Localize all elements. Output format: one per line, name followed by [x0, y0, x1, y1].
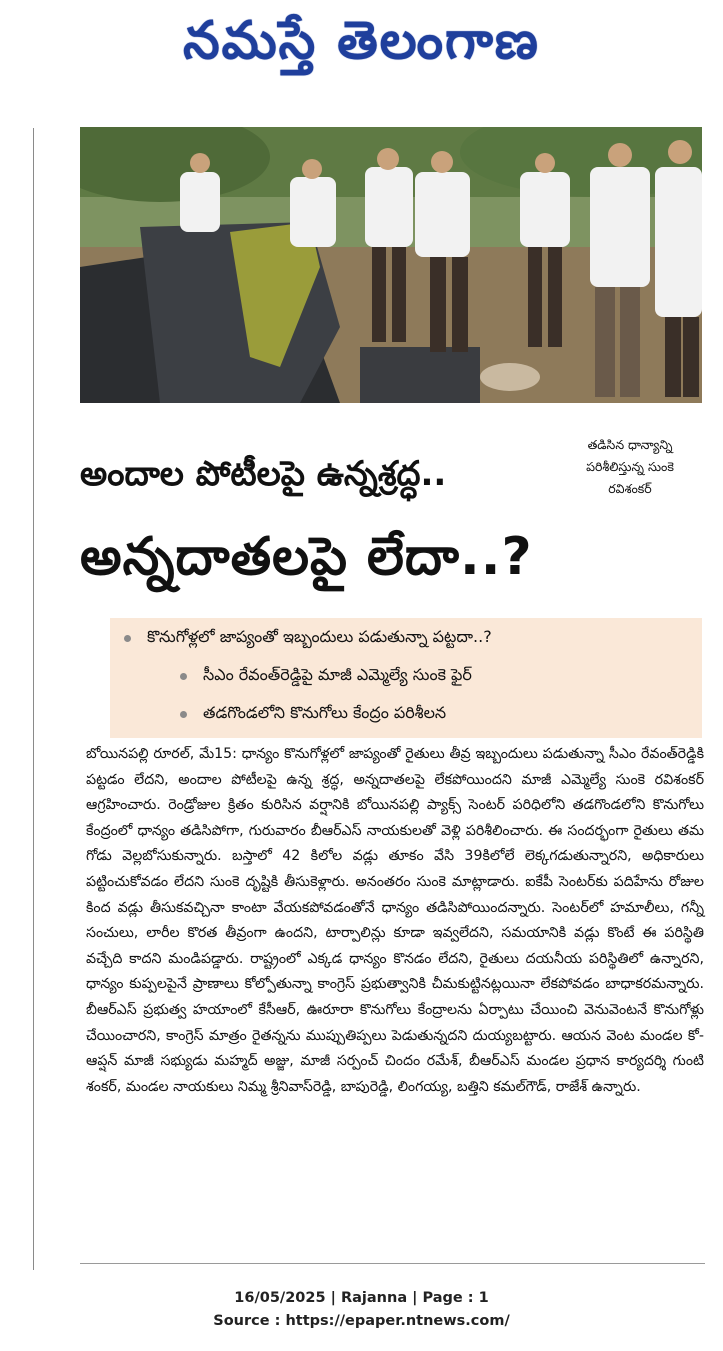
highlight-item [110, 694, 723, 734]
bottom-divider [80, 1263, 705, 1264]
bullet-icon [180, 673, 187, 680]
caption-line: పరిశీలిస్తున్న సుంకె [586, 459, 674, 474]
photo-caption [560, 434, 700, 500]
highlight-text: సీఎం రేవంత్‌రెడ్డిపై మాజీ ఎమ్మెల్యే సుంకె ఫైర్ [203, 664, 472, 684]
highlight-item [110, 618, 716, 658]
farmers-inspecting-grain-illustration [80, 127, 702, 403]
highlight-item [110, 656, 723, 696]
news-photo [80, 127, 702, 403]
column-divider [33, 128, 34, 1270]
highlight-text: కొనుగోళ్లలో జాప్యంతో ఇబ్బందులు పడుతున్నా పట్టదా..? [147, 626, 492, 646]
caption-line: రవిశంకర్ [608, 481, 652, 496]
headline-kicker: అందాల పోటీలపై ఉన్నశ్రద్ధ.. [80, 454, 447, 494]
caption-line: తడిసిన ధాన్యాన్ని [587, 437, 673, 452]
headline-main: అన్నదాతలపై లేదా..? [80, 527, 533, 587]
highlights-box [110, 618, 702, 738]
masthead [0, 0, 723, 95]
bullet-icon [124, 635, 131, 642]
newspaper-logo: నమస్తే తెలంగాణ [183, 11, 540, 71]
bullet-icon [180, 711, 187, 718]
article-paragraph: బోయినపల్లి రూరల్, మే15: ధాన్యం కొనుగోళ్లలో జాప్యంతో రైతులు తీవ్ర ఇబ్బందులు పడుతున్నా సీఎం రేవంత్‌రెడ్డికి పట్టడం లేదని, అందాల పోటీలపై ఉన్న శ్రద్ధ, అన్నదాతలపై లేకపోయిందని మాజీ ఎమ్మెల్యే సుంకె రవిశంకర్ ఆగ్రహించారు. రెండ్రోజుల క్రితం కురిసిన వర్షానికి బోయినపల్లి ప్యాక్స్ సెంటర్ పరిధిలోని తడగొండలోని కొనుగోలు కేంద్రంలో ధాన్యం తడిసిపోగా, గురువారం బీఆర్‌ఎస్ నాయకులతో వెళ్లి పరిశీలించారు. ఈ సందర్భంగా రైతులు తమ గోడు వెల్లబోసుకున్నారు. బస్తాలో 42 కిలోల వడ్లు తూకం వేసి 39కిలోలే లెక్కగడుతున్నారని, అధికారులు పట్టించుకోవడం లేదని సుంకె దృష్టికి తీసుకెళ్లారు. అనంతరం సుంకె మాట్లాడారు. ఐకేపీ సెంటర్‌కు పదిహేను రోజుల కింద వడ్లు తీసుకవచ్చినా కాంటా వేయకపోవడంతోనే ధాన్యం తడిసిపోయిందన్నారు. సెంటర్‌లో హమాలీలు, గన్నీ సంచులు, లారీల కొరత తీవ్రంగా ఉందని, టార్పాలిన్లు కూడా ఇవ్వలేదని, సమయానికి వడ్లు కొంటే ఈ పరిస్థితి వచ్చేది కాదని మండిపడ్డారు. రాష్ట్రంలో ఎక్కడ ధాన్యం కొనడం లేదని, రైతులు దయనీయ పరిస్థితిలో ఉన్నారని, ధాన్యం కుప్పలపైనే ప్రాణాలు కోల్పోతున్నా కాంగ్రెస్ ప్రభుత్వానికి చీమకుట్టినట్లయినా లేకపోవడం బాధాకరమన్నారు. బీఆర్‌ఎస్ ప్రభుత్వ హయాంలో కేసీఆర్, ఊరూరా కొనుగోలు కేంద్రాలను ఏర్పాటు చేయించి వెనువెంటనే కొనుగోళ్లు చేయించారని, కాంగ్రెస్ మాత్రం రైతన్నను ముప్పుతిప్పలు పెడుతున్నదని దుయ్యబట్టారు. ఆయన వెంట మండల కో-ఆప్షన్ మాజీ సభ్యుడు మహ్మద్ అజ్జు, మాజీ సర్పంచ్ చిందం రమేశ్, బీఆర్‌ఎస్ మండల ప్రధాన కార్యదర్శి గుంటి శంకర్, మండల నాయకులు నిమ్మ శ్రీనివాస్‌రెడ్డి, బాపురెడ్డి, లింగయ్య, బత్తిని కమల్‌గౌడ్, రాజేశ్ ఉన్నారు. [86, 746, 704, 1095]
footer-date-edition: 16/05/2025 | Rajanna | Page : 1 [234, 1290, 489, 1306]
footer-source: Source : https://epaper.ntnews.com/ [213, 1313, 510, 1329]
article-body [86, 742, 704, 1100]
page-footer [0, 1287, 723, 1333]
highlight-text: తడగొండలోని కొనుగోలు కేంద్రం పరిశీలన [203, 702, 447, 722]
